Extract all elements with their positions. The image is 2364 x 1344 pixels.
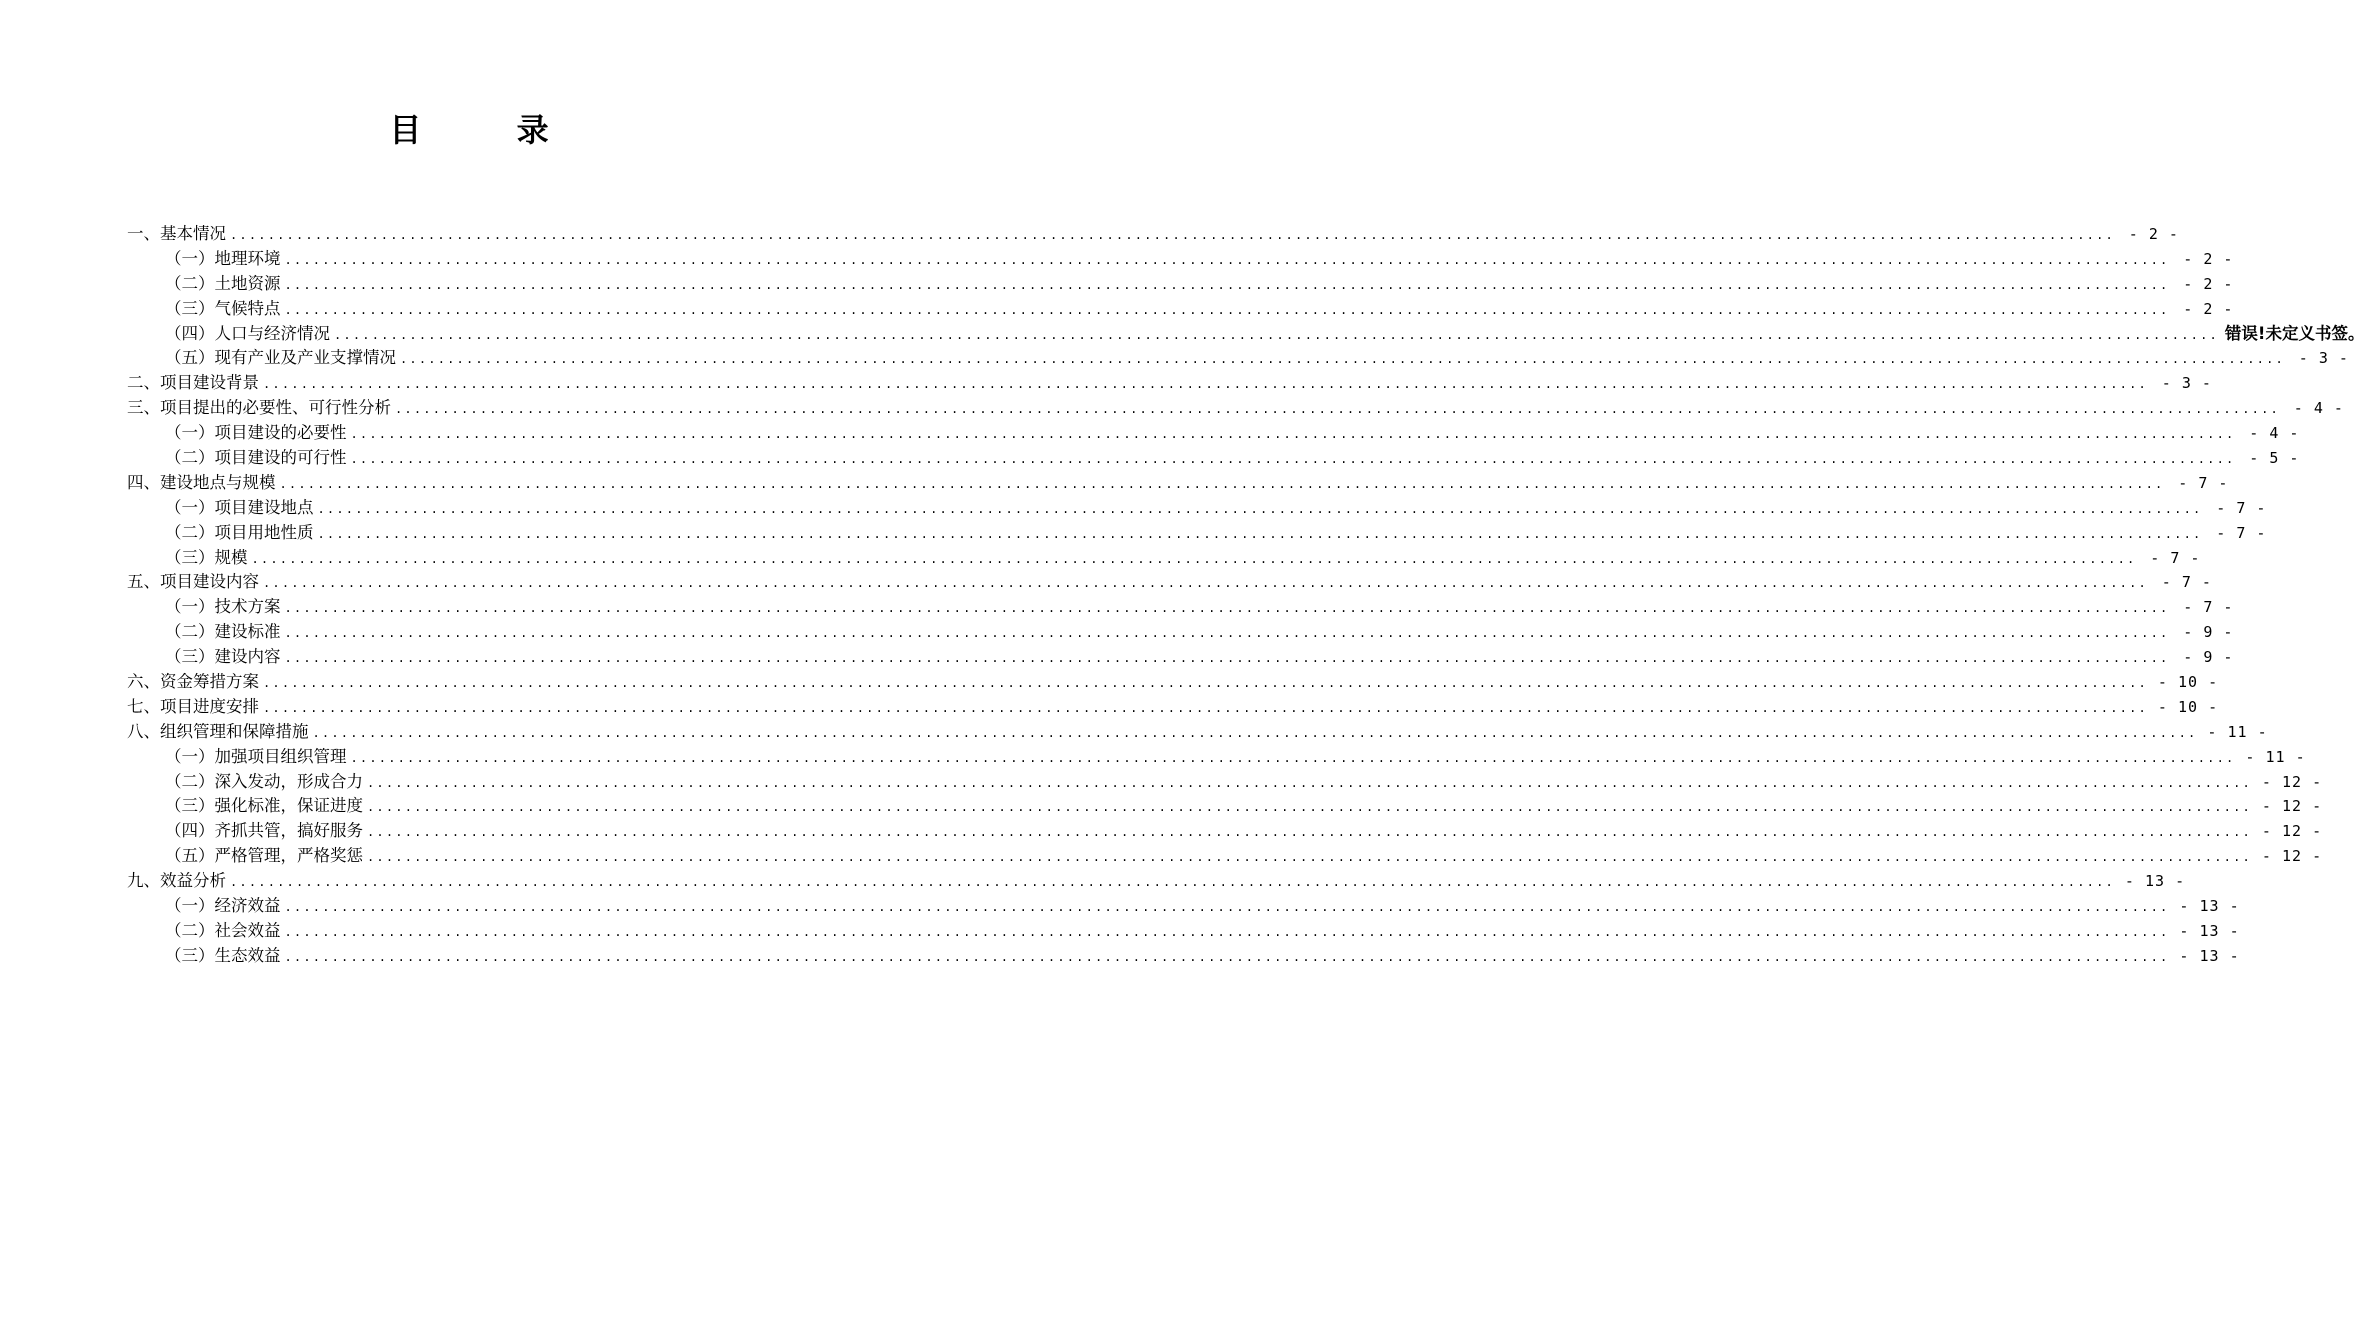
table-of-contents bbox=[127, 222, 2364, 969]
toc-entry-label: （三）生态效益 bbox=[165, 945, 281, 965]
toc-entry[interactable] bbox=[127, 944, 2240, 969]
toc-entry-page: - 12 - bbox=[2261, 797, 2323, 816]
toc-dot-leader: ........................................................................................................................................................................................................ bbox=[230, 875, 2115, 890]
toc-dot-leader: ........................................................................................................................................................................................................ bbox=[284, 252, 2170, 267]
toc-dot-leader: ........................................................................................................................................................................................................ bbox=[350, 452, 2236, 467]
toc-entry-page: - 5 - bbox=[2249, 449, 2300, 468]
toc-entry-page: - 10 - bbox=[2157, 697, 2219, 716]
toc-dot-leader: ........................................................................................................................................................................................................ bbox=[367, 800, 2252, 815]
toc-dot-leader: ........................................................................................................................................................................................................ bbox=[367, 825, 2252, 840]
toc-dot-leader: ........................................................................................................................................................................................................ bbox=[284, 651, 2170, 666]
toc-entry-label: （二）建设标准 bbox=[165, 622, 281, 642]
toc-dot-leader: ........................................................................................................................................................................................................ bbox=[367, 775, 2252, 790]
toc-entry-label: （三）气候特点 bbox=[165, 298, 281, 318]
toc-entry[interactable] bbox=[127, 770, 2323, 795]
toc-dot-leader: ........................................................................................................................................................................................................ bbox=[284, 601, 2170, 616]
toc-dot-leader: ........................................................................................................................................................................................................ bbox=[263, 377, 2148, 392]
toc-entry[interactable] bbox=[127, 272, 2234, 297]
toc-entry-page: - 12 - bbox=[2261, 847, 2323, 866]
toc-entry[interactable] bbox=[127, 496, 2267, 521]
toc-entry-page: - 4 - bbox=[2293, 399, 2344, 418]
page-title: 目 录 bbox=[389, 111, 591, 149]
toc-entry[interactable] bbox=[127, 595, 2234, 620]
toc-entry[interactable] bbox=[127, 521, 2267, 546]
toc-dot-leader: ........................................................................................................................................................................................................ bbox=[400, 352, 2285, 367]
toc-entry-page: - 3 - bbox=[2298, 349, 2349, 368]
toc-entry[interactable] bbox=[127, 844, 2323, 869]
toc-dot-leader: ........................................................................................................................................................................................................ bbox=[284, 626, 2170, 641]
toc-dot-leader: ........................................................................................................................................................................................................ bbox=[263, 700, 2148, 715]
toc-entry-label: 二、项目建设背景 bbox=[127, 373, 259, 393]
toc-entry-label: 九、效益分析 bbox=[127, 871, 226, 891]
toc-entry[interactable] bbox=[127, 819, 2323, 844]
toc-entry[interactable] bbox=[127, 247, 2234, 272]
toc-entry[interactable] bbox=[127, 446, 2300, 471]
toc-entry-page: - 7 - bbox=[2183, 598, 2234, 617]
toc-entry-label: （三）建设内容 bbox=[165, 647, 281, 667]
toc-entry-page: - 7 - bbox=[2150, 548, 2201, 567]
toc-entry-page: - 13 - bbox=[2179, 921, 2240, 940]
toc-entry-page: - 2 - bbox=[2183, 299, 2234, 318]
toc-entry-page: - 9 - bbox=[2183, 648, 2234, 667]
toc-dot-leader: ........................................................................................................................................................................................................ bbox=[312, 725, 2198, 740]
toc-dot-leader: ........................................................................................................................................................................................................ bbox=[350, 427, 2236, 442]
toc-entry-page: - 2 - bbox=[2183, 274, 2234, 293]
toc-entry-page: - 12 - bbox=[2261, 772, 2323, 791]
toc-entry-label: （四）齐抓共管，搞好服务 bbox=[165, 821, 363, 841]
toc-entry-label: （二）社会效益 bbox=[165, 920, 281, 940]
toc-entry[interactable] bbox=[127, 720, 2268, 745]
toc-entry-label: （二）土地资源 bbox=[165, 273, 281, 293]
toc-entry[interactable] bbox=[127, 346, 2349, 371]
toc-entry[interactable] bbox=[127, 396, 2344, 421]
toc-entry-label: （五）严格管理，严格奖惩 bbox=[165, 846, 363, 866]
toc-dot-leader: ........................................................................................................................................................................................................ bbox=[284, 949, 2170, 964]
toc-dot-leader: ........................................................................................................................................................................................................ bbox=[367, 850, 2252, 865]
toc-entry-label: 五、项目建设内容 bbox=[127, 572, 259, 592]
toc-entry-label: （一）项目建设地点 bbox=[165, 497, 314, 517]
toc-entry-label: （一）项目建设的必要性 bbox=[165, 423, 347, 443]
toc-entry[interactable] bbox=[127, 297, 2234, 322]
toc-entry[interactable] bbox=[127, 570, 2212, 595]
toc-entry[interactable] bbox=[127, 471, 2229, 496]
toc-entry-page: - 10 - bbox=[2157, 673, 2219, 692]
toc-entry-label: 六、资金筹措方案 bbox=[127, 672, 259, 692]
toc-dot-leader: ........................................................................................................................................................................................................ bbox=[230, 228, 2115, 242]
toc-entry[interactable] bbox=[127, 421, 2300, 446]
toc-entry-label: 三、项目提出的必要性、可行性分析 bbox=[127, 398, 391, 418]
toc-dot-leader: ........................................................................................................................................................................................................ bbox=[263, 576, 2148, 591]
toc-entry-page: - 12 - bbox=[2261, 822, 2323, 841]
toc-entry[interactable] bbox=[127, 894, 2240, 919]
toc-entry[interactable] bbox=[127, 745, 2306, 770]
toc-dot-leader: ........................................................................................................................................................................................................ bbox=[395, 402, 2280, 417]
toc-dot-leader: ........................................................................................................................................................................................................ bbox=[284, 924, 2170, 939]
toc-entry-label: （四）人口与经济情况 bbox=[165, 323, 330, 343]
toc-entry-label: （一）加强项目组织管理 bbox=[165, 746, 347, 766]
toc-entry-label: 一、基本情况 bbox=[127, 224, 226, 243]
toc-entry[interactable] bbox=[127, 645, 2234, 670]
toc-entry-page: - 13 - bbox=[2179, 897, 2240, 916]
toc-entry[interactable] bbox=[127, 670, 2219, 695]
toc-entry-label: 七、项目进度安排 bbox=[127, 696, 259, 716]
toc-dot-leader: ........................................................................................................................................................................................................ bbox=[251, 551, 2137, 566]
toc-entry[interactable] bbox=[127, 919, 2240, 944]
toc-entry-page: - 7 - bbox=[2178, 473, 2229, 492]
toc-entry-label: （二）深入发动，形成合力 bbox=[165, 771, 363, 791]
toc-dot-leader: ........................................................................................................................................................................................................ bbox=[334, 327, 2219, 342]
toc-dot-leader: ........................................................................................................................................................................................................ bbox=[279, 476, 2165, 491]
toc-entry[interactable] bbox=[127, 322, 2364, 347]
toc-entry-page: - 2 - bbox=[2183, 249, 2234, 268]
toc-entry-page: - 7 - bbox=[2161, 573, 2212, 592]
toc-entry[interactable] bbox=[127, 794, 2323, 819]
toc-entry-label: 四、建设地点与规模 bbox=[127, 472, 276, 492]
toc-entry-page: - 4 - bbox=[2249, 424, 2300, 443]
toc-entry-label: （五）现有产业及产业支撑情况 bbox=[165, 348, 396, 368]
toc-entry[interactable] bbox=[127, 222, 2179, 247]
toc-entry-label: （二）项目用地性质 bbox=[165, 522, 314, 542]
toc-entry-page: - 2 - bbox=[2128, 225, 2179, 243]
toc-dot-leader: ........................................................................................................................................................................................................ bbox=[263, 676, 2148, 691]
toc-dot-leader: ........................................................................................................................................................................................................ bbox=[350, 750, 2236, 765]
toc-entry-page: - 7 - bbox=[2216, 523, 2267, 542]
toc-dot-leader: ........................................................................................................................................................................................................ bbox=[284, 900, 2170, 915]
toc-entry-label: （三）规模 bbox=[165, 547, 248, 567]
toc-dot-leader: ........................................................................................................................................................................................................ bbox=[317, 501, 2203, 516]
toc-entry-page: - 9 - bbox=[2183, 623, 2234, 642]
toc-entry[interactable] bbox=[127, 869, 2186, 894]
toc-dot-leader: ........................................................................................................................................................................................................ bbox=[284, 302, 2170, 317]
toc-entry[interactable] bbox=[127, 371, 2212, 396]
toc-entry-page: - 3 - bbox=[2161, 374, 2212, 393]
toc-entry-label: （一）地理环境 bbox=[165, 248, 281, 268]
toc-entry-label: （一）技术方案 bbox=[165, 597, 281, 617]
toc-entry[interactable] bbox=[127, 695, 2219, 720]
toc-entry-page: - 7 - bbox=[2216, 498, 2267, 517]
toc-entry-page: - 11 - bbox=[2245, 747, 2306, 766]
toc-entry-label: （二）项目建设的可行性 bbox=[165, 448, 347, 468]
toc-entry-label: 八、组织管理和保障措施 bbox=[127, 721, 309, 741]
toc-dot-leader: ........................................................................................................................................................................................................ bbox=[317, 526, 2203, 541]
toc-entry-page: - 11 - bbox=[2207, 722, 2268, 741]
toc-dot-leader: ........................................................................................................................................................................................................ bbox=[284, 277, 2170, 292]
toc-entry[interactable] bbox=[127, 546, 2201, 571]
toc-entry[interactable] bbox=[127, 620, 2234, 645]
toc-entry-page: - 13 - bbox=[2179, 946, 2240, 965]
toc-entry-error: 错误!未定义书签。 bbox=[2224, 323, 2364, 343]
toc-entry-label: （一）经济效益 bbox=[165, 896, 281, 916]
toc-entry-page: - 13 - bbox=[2124, 872, 2186, 891]
toc-entry-label: （三）强化标准，保证进度 bbox=[165, 796, 363, 816]
